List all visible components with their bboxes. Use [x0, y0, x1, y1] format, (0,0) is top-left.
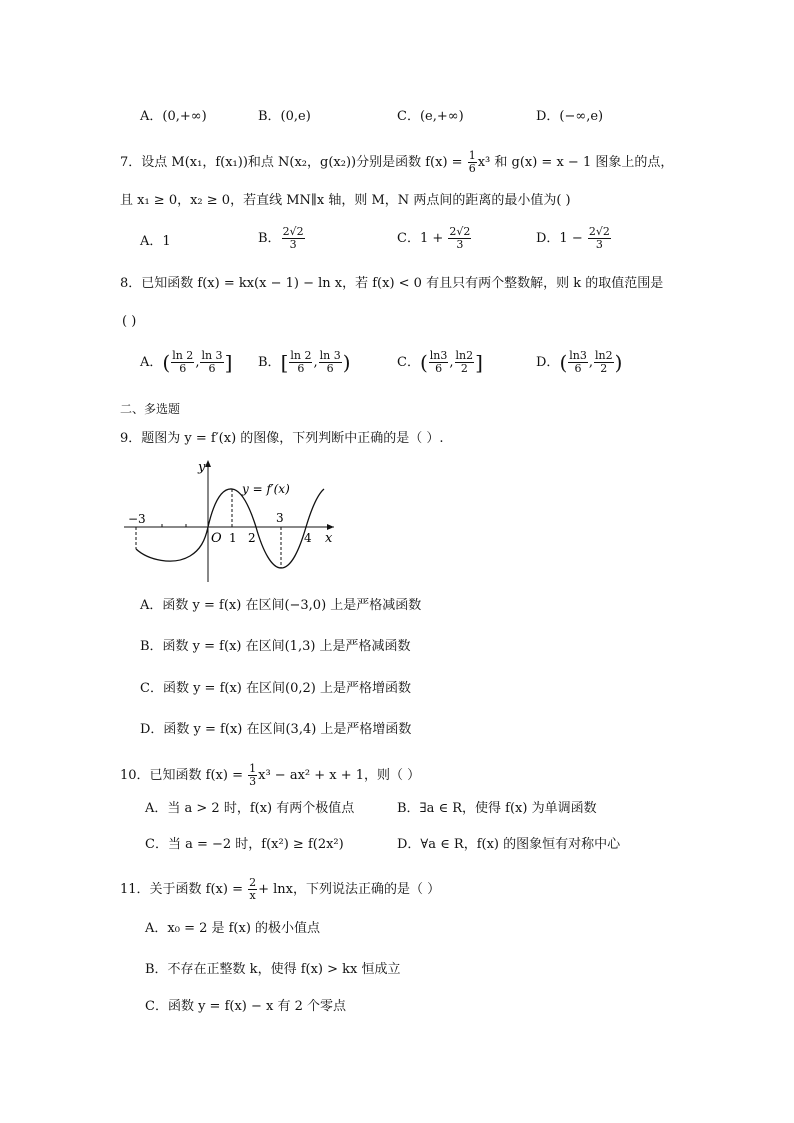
q8-option-b-frac2	[319, 350, 342, 375]
x-axis-arrow	[327, 524, 334, 530]
q9-stem: 9．题图为 y = f′(x) 的图像，下列判断中正确的是（ ）.	[120, 431, 444, 446]
y-axis-arrow	[205, 460, 211, 467]
q11-option-c: C．函数 y = f(x) − x 有 2 个零点	[145, 999, 347, 1014]
q7-text-b: x³ 和 g(x) = x − 1 图象上的点，	[477, 155, 674, 170]
q11-frac-den: x	[249, 889, 256, 902]
q8-option-b-open-bracket: [	[280, 350, 289, 375]
q10-text-a: 10．已知函数 f(x) =	[120, 768, 248, 783]
q10-frac-num: 1	[249, 762, 257, 775]
q8-option-a-frac2	[200, 350, 223, 375]
q7-option-d-fraction	[588, 226, 611, 251]
q8-option-d-close-bracket: )	[614, 350, 623, 375]
q7-option-d-label: D．1 −	[536, 231, 587, 246]
q8-option-d-open-bracket: (	[559, 350, 568, 375]
q11-option-a: A．x₀ = 2 是 f(x) 的极小值点	[145, 921, 321, 936]
q8-option-d-frac2-den: 2	[600, 362, 608, 375]
q9-option-b: B．函数 y = f(x) 在区间(1,3) 上是严格减函数	[140, 639, 411, 654]
q11-option-b: B．不存在正整数 k，使得 f(x) > kx 恒成立	[145, 962, 401, 977]
q9-derivative-graph	[118, 456, 338, 586]
q8-option-b-frac1-num: ln 2	[290, 349, 312, 362]
q10-option-c: C．当 a = −2 时，f(x²) ≥ f(2x²)	[145, 837, 344, 852]
tick-label-2: 2	[248, 531, 256, 545]
q7-option-c-fraction	[448, 226, 471, 251]
q7-option-c-label: C．1 +	[397, 231, 448, 246]
q8-option-c-open-bracket: (	[419, 350, 428, 375]
q8-option-a-frac1	[171, 350, 194, 375]
q8-option-c-frac2	[455, 350, 475, 375]
q8-option-d-frac1-den: 6	[574, 362, 582, 375]
q8-option-d-label: D．	[536, 355, 560, 370]
q6-option-c: C．(e,+∞)	[397, 109, 464, 124]
q6-option-a: A．(0,+∞)	[140, 109, 207, 124]
q10-option-b: B．∃a ∈ R，使得 f(x) 为单调函数	[397, 801, 597, 816]
q6-option-b: B．(0,e)	[258, 109, 311, 124]
q8-option-c-close-bracket: ]	[475, 350, 483, 375]
q8-stem-line2: ( )	[122, 314, 137, 329]
tick-label-neg3: −3	[128, 512, 146, 526]
section-title-multiple-choice: 二、多选题	[120, 402, 181, 416]
q10-stem	[120, 763, 420, 788]
q8-option-c-frac1	[429, 350, 449, 375]
q7-frac-num: 1	[468, 149, 476, 162]
q7-option-c-num: 2√2	[449, 225, 471, 238]
q8-option-a-frac2-num: ln 3	[201, 349, 223, 362]
q8-option-c-frac2-den: 2	[460, 362, 468, 375]
q8-option-b-frac2-num: ln 3	[319, 349, 341, 362]
q7-option-b-fraction	[282, 226, 305, 251]
q8-option-a-label: A．	[140, 355, 163, 370]
q8-option-c-label: C．	[397, 355, 420, 370]
q8-option-a-close-bracket: ]	[224, 350, 233, 375]
q10-option-a: A．当 a > 2 时，f(x) 有两个极值点	[145, 801, 355, 816]
q9-option-a: A．函数 y = f(x) 在区间(−3,0) 上是严格减函数	[140, 598, 422, 613]
q7-option-b	[258, 226, 306, 251]
q7-option-b-num: 2√2	[282, 225, 304, 238]
q11-text-a: 11．关于函数 f(x) =	[120, 882, 248, 897]
q8-option-a-frac1-den: 6	[179, 362, 187, 375]
q10-text-b: x³ − ax² + x + 1，则（ ）	[258, 768, 421, 783]
q7-option-b-den: 3	[289, 238, 297, 251]
q10-frac-den: 3	[249, 775, 257, 788]
q7-option-d-den: 3	[595, 238, 603, 251]
q8-option-d-frac2	[594, 350, 614, 375]
q8-option-a-open-bracket: (	[162, 350, 171, 375]
q8-option-c-frac2-num: ln2	[455, 349, 474, 362]
q9-option-d: D．函数 y = f(x) 在区间(3,4) 上是严格增函数	[140, 722, 412, 737]
q8-option-b: B．[ $\frac{\ln 2}{6}$ , $\frac{\ln 3}{6}$ )	[258, 349, 351, 375]
tick-label-1: 1	[229, 531, 237, 545]
q7-option-d	[536, 226, 612, 251]
q7-option-b-label: B．	[258, 231, 281, 246]
q7-option-a: A．1	[140, 234, 171, 249]
q7-option-c-den: 3	[456, 238, 464, 251]
q11-fraction	[248, 877, 257, 902]
q6-option-d: D．(−∞,e)	[536, 109, 604, 124]
y-axis-label: y	[198, 460, 206, 475]
curve-label: y = f′(x)	[242, 482, 290, 496]
q7-option-c	[397, 226, 472, 251]
tick-label-3: 3	[276, 511, 284, 525]
tick-label-4: 4	[304, 531, 312, 545]
q8-option-b-frac2-den: 6	[326, 362, 334, 375]
q8-option-c-frac1-num: ln3	[429, 349, 448, 362]
q7-option-d-num: 2√2	[588, 225, 610, 238]
q9-option-c: C．函数 y = f(x) 在区间(0,2) 上是严格增函数	[140, 681, 411, 696]
q11-text-b: + lnx，下列说法正确的是（ ）	[258, 882, 441, 897]
origin-label: O	[211, 531, 222, 546]
q8-option-a-frac1-num: ln 2	[172, 349, 194, 362]
q7-fraction	[468, 150, 477, 175]
q8-option-d-frac1	[568, 350, 588, 375]
q11-frac-num: 2	[249, 876, 257, 889]
q8-option-d: D．( $\frac{\ln 3}{6}$ , $\frac{\ln 2}{2}$ )	[536, 349, 623, 375]
derivative-curve	[136, 489, 324, 568]
q8-option-a: A．( $\frac{\ln 2}{6}$ , $\frac{\ln 3}{6}$ ]	[140, 349, 233, 375]
q10-fraction	[248, 763, 257, 788]
q8-option-b-label: B．	[258, 355, 281, 370]
q7-frac-den: 6	[468, 162, 476, 175]
q11-stem	[120, 877, 440, 902]
q7-stem-line1	[120, 150, 673, 175]
q8-option-b-frac1	[289, 350, 312, 375]
q8-option-c: C．( $\frac{\ln 3}{6}$ , $\frac{\ln 2}{2}$ ]	[397, 349, 483, 375]
x-axis-label: x	[325, 531, 333, 546]
q8-option-d-frac1-num: ln3	[569, 349, 587, 362]
q8-option-b-frac1-den: 6	[297, 362, 305, 375]
q8-option-a-frac2-den: 6	[208, 362, 216, 375]
q8-option-c-frac1-den: 6	[435, 362, 443, 375]
q7-stem-line2: 且 x₁ ≥ 0，x₂ ≥ 0，若直线 MN∥x 轴，则 M，N 两点间的距离的最小值为( )	[120, 193, 571, 208]
q8-stem-line1: 8．已知函数 f(x) = kx(x − 1) − ln x，若 f(x) < 0 有且只有两个整数解，则 k 的取值范围是	[120, 276, 664, 291]
q7-text-a: 7．设点 M(x₁，f(x₁))和点 N(x₂，g(x₂))分别是函数 f(x) =	[120, 155, 467, 170]
q8-option-b-close-bracket: )	[342, 350, 351, 375]
q10-option-d: D．∀a ∈ R，f(x) 的图象恒有对称中心	[397, 837, 621, 852]
q8-option-d-frac2-num: ln2	[595, 349, 613, 362]
